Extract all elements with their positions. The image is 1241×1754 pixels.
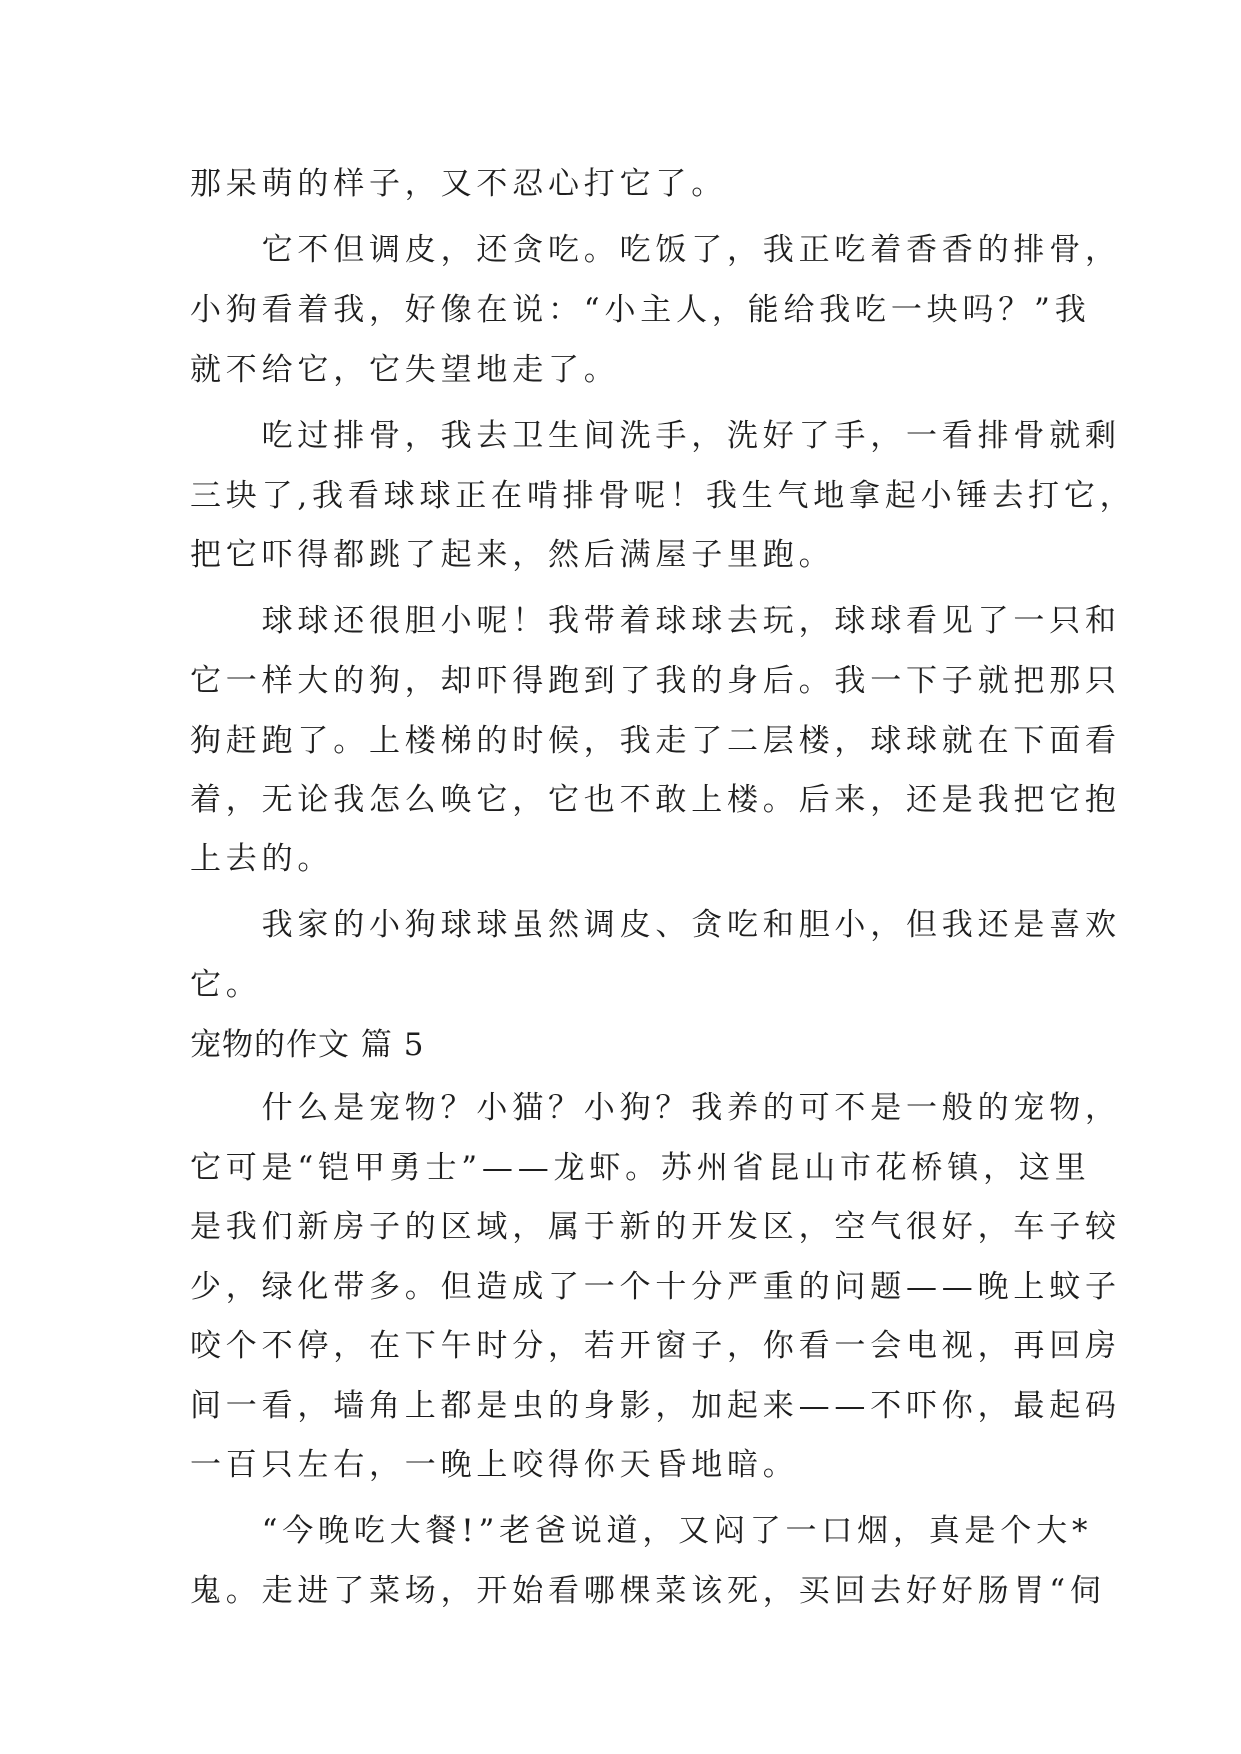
text-line: 它可是“铠甲勇士”——龙虾。苏州省昆山市花桥镇，这里 xyxy=(190,1150,1091,1186)
text-line: 小狗看着我，好像在说：“小主人，能给我吃一块吗？”我 xyxy=(190,292,1091,328)
text-line: 着，无论我怎么唤它，它也不敢上楼。后来，还是我把它抱 xyxy=(190,782,1121,818)
text-line: 它不但调皮，还贪吃。吃饭了，我正吃着香香的排骨， xyxy=(190,232,1121,268)
text-line: 它。 xyxy=(190,967,262,1003)
text-line: 把它吓得都跳了起来，然后满屋子里跑。 xyxy=(190,537,835,573)
text-line: 间一看，墙角上都是虫的身影，加起来——不吓你，最起码 xyxy=(190,1388,1121,1424)
text-line: 上去的。 xyxy=(190,841,334,877)
text-line: 它一样大的狗，却吓得跑到了我的身后。我一下子就把那只 xyxy=(190,663,1121,699)
text-line: 什么是宠物？小猫？小狗？我养的可不是一般的宠物， xyxy=(190,1090,1121,1126)
text-line: 那呆萌的样子，又不忍心打它了。 xyxy=(190,166,727,202)
text-line: 三块了,我看球球正在啃排骨呢！我生气地拿起小锤去打它， xyxy=(190,478,1136,514)
text-line: 我家的小狗球球虽然调皮、贪吃和胆小，但我还是喜欢 xyxy=(190,907,1121,943)
text-line: 鬼。走进了菜场，开始看哪棵菜该死，买回去好好肠胃“伺 xyxy=(190,1573,1106,1609)
section-heading: 宠物的作文 篇 5 xyxy=(190,1027,425,1063)
text-line: 就不给它，它失望地走了。 xyxy=(190,352,620,388)
text-line: 狗赶跑了。上楼梯的时候，我走了二层楼，球球就在下面看 xyxy=(190,723,1121,759)
text-line: 是我们新房子的区域，属于新的开发区，空气很好，车子较 xyxy=(190,1209,1121,1245)
text-line: 咬个不停，在下午时分，若开窗子，你看一会电视，再回房 xyxy=(190,1328,1121,1364)
text-line: 吃过排骨，我去卫生间洗手，洗好了手，一看排骨就剩 xyxy=(190,418,1121,454)
text-line: 球球还很胆小呢！我带着球球去玩，球球看见了一只和 xyxy=(190,603,1121,639)
text-line: “今晚吃大餐!”老爸说道，又闷了一口烟，真是个大* xyxy=(190,1513,1093,1549)
text-line: 一百只左右，一晚上咬得你天昏地暗。 xyxy=(190,1447,799,1483)
text-line: 少，绿化带多。但造成了一个十分严重的问题——晚上蚊子 xyxy=(190,1269,1121,1305)
